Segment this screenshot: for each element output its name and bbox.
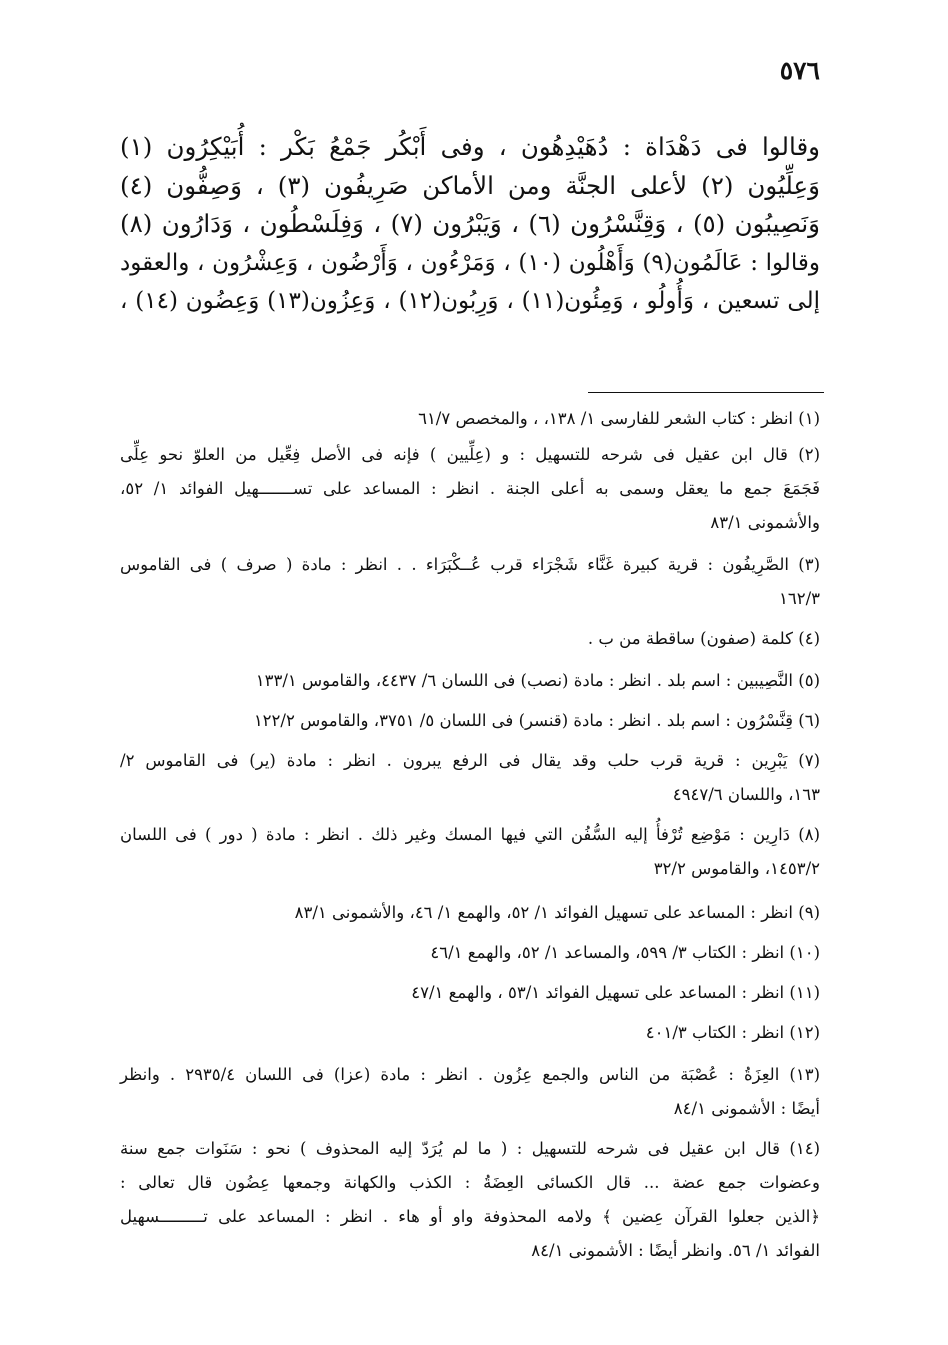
footnote-line: وعضوات جمع عضة ... قال الكسائى العِضَةُ : الكذب والكهانة وجمعها عِضُون قال تعالى : [120, 1173, 820, 1192]
main-text-block [120, 128, 820, 321]
footnote-line: (٦) قِنَّسْرُون : اسم بلد . انظر : مادة (قنسر) فى اللسان ٥/ ٣٧٥١، والقاموس ١٢٢/٢ [253, 711, 820, 730]
footnote-line: (٤) كلمة (صفون) ساقطة من ب . [587, 629, 820, 648]
footnote-12 [120, 1016, 820, 1050]
footnote-line: (٧) يَبْرِين : قرية قرب حلب وقد يقال فى الرفع يبرون . انظر : مادة (ير) فى القاموس ٢/ [120, 751, 820, 770]
footnote-1 [120, 402, 820, 436]
main-text-line: إلى تسعين ، وَأُولُو ، وَمِئُون(١١) ، وَرِبُون(١٢) ، وَعِزُون(١٣) وَعِضُون (١٤) ، [120, 288, 820, 314]
main-text-line: وَعِلِّيُون (٢) لأعلى الجنَّة ومن الأماكن صَرِيفُون (٣) ، وَصِفُّون (٤) [120, 170, 820, 200]
footnote-2 [120, 438, 820, 540]
footnote-14 [120, 1132, 820, 1268]
main-text-line: وقالوا : عَالَمُون(٩) وَأَهْلُون (١٠) ، وَمَرْءُون ، وَأَرْضُون ، وَعِشْرُون ، والعقود [120, 249, 821, 276]
footnote-line: (١١) انظر : المساعد على تسهيل الفوائد ٥٣/١ ، والهمع ٤٧/١ [411, 983, 820, 1002]
footnote-line: (١٢) انظر : الكتاب ٤٠١/٣ [645, 1023, 820, 1042]
footnote-line: ١٦٢/٣ [778, 589, 820, 608]
footnote-line: والأشمونى ٨٣/١ [710, 513, 820, 532]
footnote-line: (١٠) انظر : الكتاب ٣/ ٥٩٩، والمساعد ١/ ٥٢، والهمع ٤٦/١ [430, 943, 820, 962]
footnote-line: (٩) انظر : المساعد على تسهيل الفوائد ١/ ٥٢، والهمع ١/ ٤٦، والأشمونى ٨٣/١ [294, 903, 820, 922]
footnote-line: فَجَمَعَ جمع ما يعقل وسمى به أعلى الجنة . انظر : المساعد على تســـــــهيل الفوائد ١/ ٥٢، [120, 479, 820, 498]
footnote-line: (١٣) العِزَةُ : عُصْبَة من الناس والجمع عِزُون . انظر : مادة (عزا) فى اللسان ٢٩٣٥/٤ . وانظر [120, 1065, 820, 1084]
footnote-line: (٣) الصَّرِيفُون : قرية كبيرة غَنَّاء شَجْرَاء قرب عُــكْبَرَاء . . انظر : مادة ( صرف ) فى القاموس [120, 555, 820, 574]
footnote-line: (١٤) قال ابن عقيل فى شرحه للتسهيل : ( ما لم يُرَدّ إليه المحذوف ) نحو : سَنَوات جمع سنة [120, 1139, 820, 1158]
footnote-5 [120, 664, 820, 698]
footnote-line: (٥) النَّصِيبين : اسم بلد . انظر : مادة (نصب) فى اللسان ٦/ ٤٤٣٧، والقاموس ١٣٣/١ [255, 671, 820, 690]
footnote-line: ١٦٣، واللسان ٤٩٤٧/٦ [672, 785, 820, 804]
footnote-4 [120, 622, 820, 656]
footnote-10 [120, 936, 820, 970]
main-text-line: وَنَصِيبُون (٥) ، وَقِنَّسْرُون (٦) ، وَيَبْرُون (٧) ، وَفِلَسْطُون ، وَدَارُون (٨) [120, 209, 820, 238]
footnote-line: أيضًا : الأشمونى ٨٤/١ [673, 1099, 820, 1118]
footnote-3 [120, 548, 820, 616]
footnote-line: (٢) قال ابن عقيل فى شرحه للتسهيل : و (عِلِّيين ) فإنه فى الأصل فِعِّيل من العلوّ نحو عِلِّى [120, 445, 820, 464]
footnote-divider [588, 392, 824, 393]
footnote-9 [120, 896, 820, 930]
footnote-line: (١) انظر : كتاب الشعر للفارسى ١/ ١٣٨، ، والمخصص ٦١/٧ [418, 409, 820, 428]
footnote-line: الفوائد ١/ ٥٦. وانظر أيضًا : الأشمونى ٨٤/١ [531, 1241, 820, 1260]
main-text-line: وقالوا فى دَهْدَاة : دُهَيْدِهُون ، وفى أَبْكُر جَمْعُ بَكْر : أُبَيْكِرُون (١) [120, 132, 820, 161]
footnote-13 [120, 1058, 820, 1126]
page-number: ٥٧٦ [779, 56, 820, 85]
footnote-line: (٨) دَارِين : مَوْضِع تُرْفأُ إليه السُّفُن التي فيها المسك وغير ذلك . انظر : مادة ( دور ) فى اللسان [120, 825, 820, 844]
footnote-line: ١٤٥٣/٢، والقاموس ٣٢/٢ [653, 859, 820, 878]
footnote-7 [120, 744, 820, 812]
footnote-line: ﴿الذين جعلوا القرآن عِضين ﴾ ولامه المحذوفة واو أو هاء . انظر : المساعد على تـــــــــسهيل [120, 1207, 820, 1226]
footnote-8 [120, 818, 820, 886]
footnote-11 [120, 976, 820, 1010]
footnote-6 [120, 704, 820, 738]
